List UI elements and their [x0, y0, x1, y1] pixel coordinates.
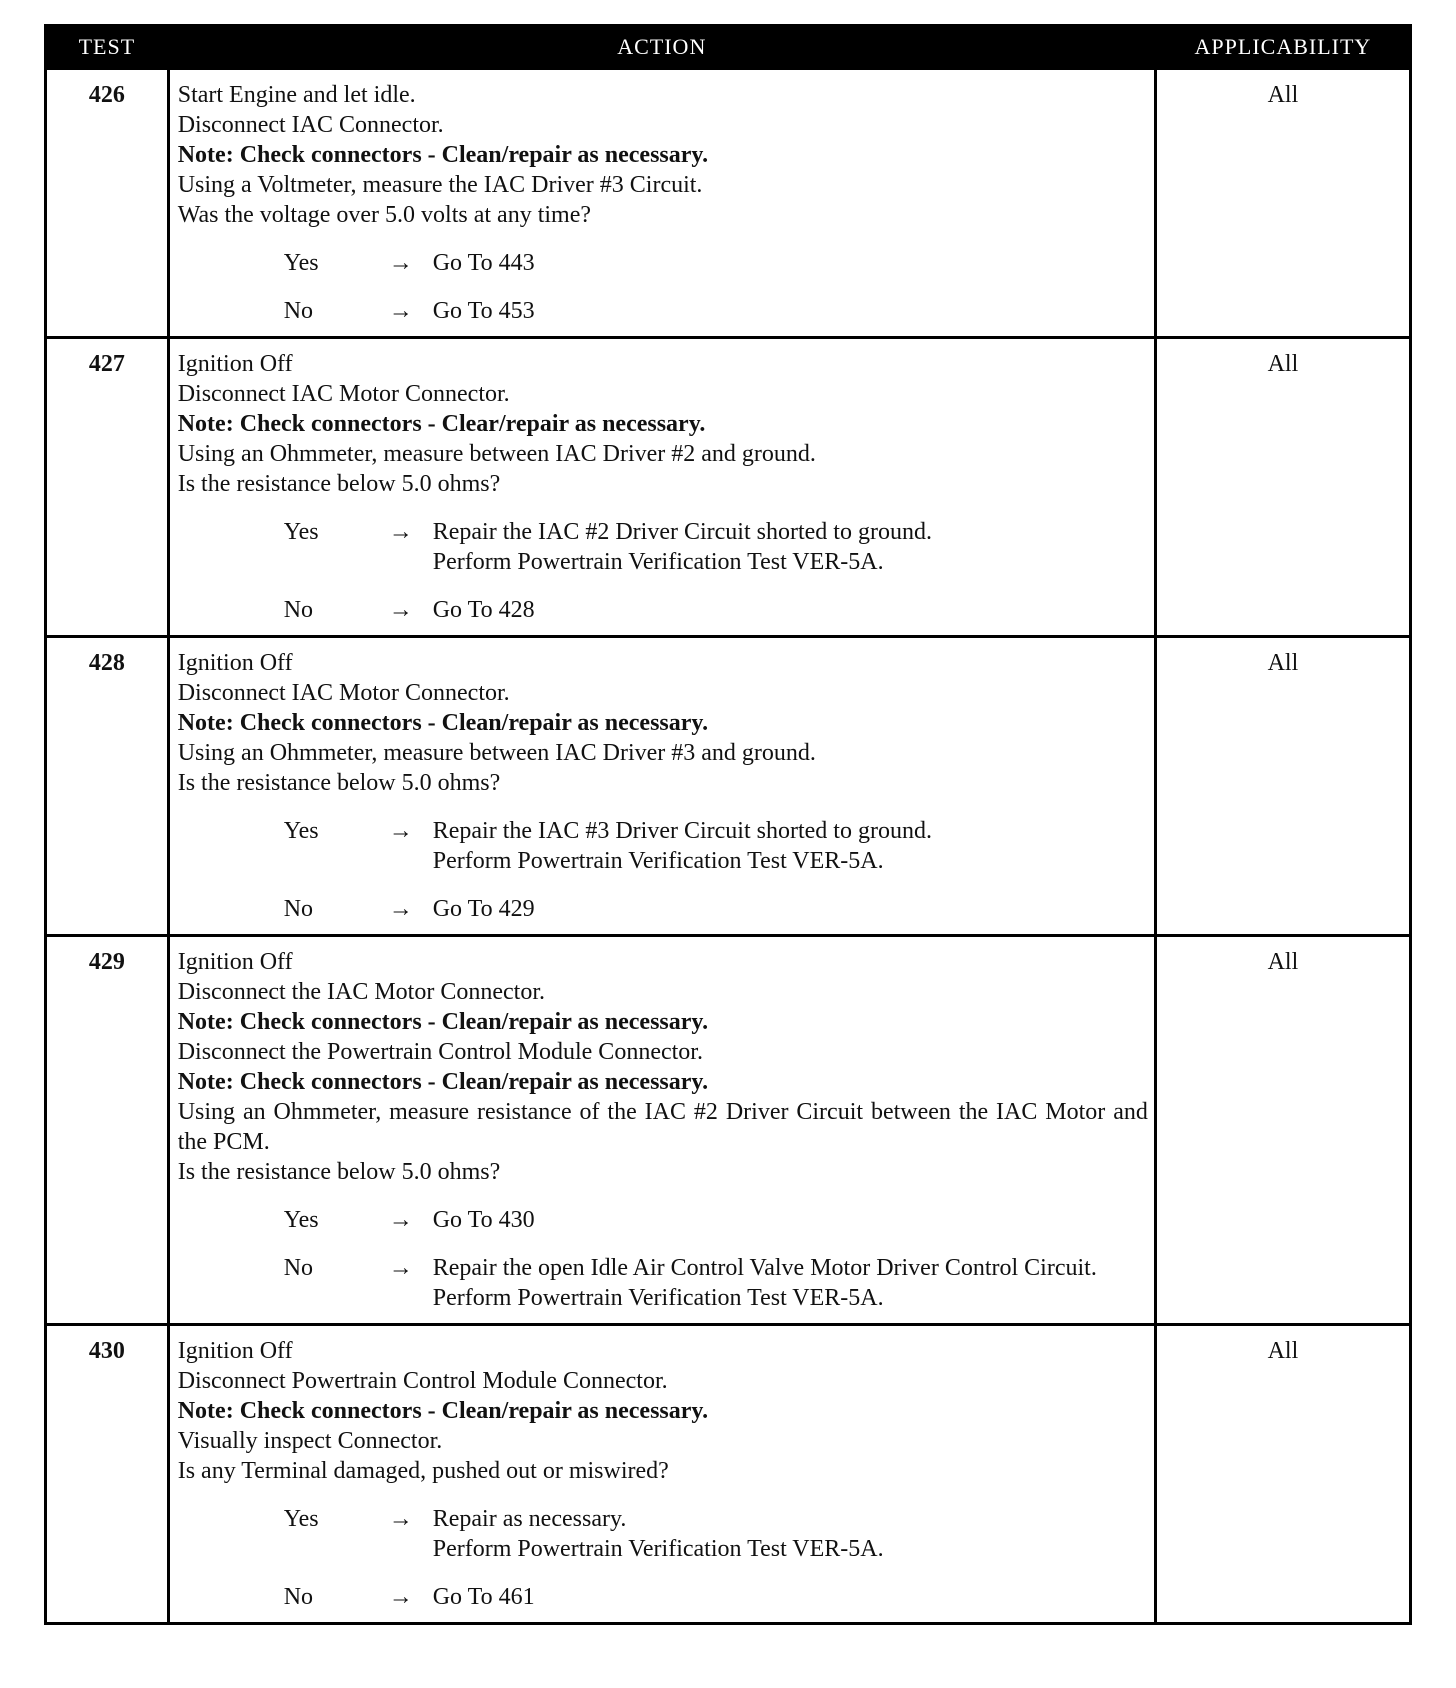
branch-result: [433, 1205, 1148, 1235]
action-line: Is the resistance below 5.0 ohms?: [177, 1159, 501, 1185]
header-test: TEST: [46, 26, 169, 69]
branch-answer: Yes: [283, 1207, 319, 1233]
result-line: Repair the IAC #3 Driver Circuit shorted to ground.: [432, 818, 932, 844]
header-action: ACTION: [168, 26, 1155, 69]
branch-yes: [178, 517, 1148, 577]
note-line: Note: Check connectors - Clean/repair as necessary.: [177, 1069, 709, 1095]
diagnostic-procedure-page: [44, 24, 1412, 1625]
branch-answer: No: [283, 298, 314, 324]
branch-yes: [178, 1205, 1148, 1235]
action-line: Ignition Off: [177, 650, 293, 676]
branch-answer: No: [283, 1584, 314, 1610]
table-row: [46, 936, 1411, 1325]
branch-result: [433, 296, 1148, 326]
test-number: 429: [46, 936, 169, 1325]
branch-no: [178, 1253, 1148, 1313]
action-line: Ignition Off: [177, 351, 293, 377]
branch-list: [178, 1205, 1148, 1313]
result-line: Perform Powertrain Verification Test VER-5A.: [432, 549, 884, 575]
note-line: Note: Check connectors - Clean/repair as necessary.: [177, 710, 709, 736]
branch-yes: [178, 816, 1148, 876]
arrow-right-icon: →: [388, 818, 413, 844]
branch-no: [178, 595, 1148, 625]
branch-result: [433, 248, 1148, 278]
action-cell: [168, 936, 1155, 1325]
action-cell: [168, 637, 1155, 936]
arrow-right-icon: →: [388, 1584, 413, 1610]
arrow-right-icon: →: [388, 1506, 413, 1532]
result-line: Repair the open Idle Air Control Valve Motor Driver Control Circuit.: [432, 1255, 1097, 1281]
table-row: [46, 637, 1411, 936]
action-line: Was the voltage over 5.0 volts at any time?: [177, 202, 592, 228]
action-line: Ignition Off: [177, 949, 293, 975]
table-row: [46, 69, 1411, 338]
branch-yes: [178, 248, 1148, 278]
action-line: Using an Ohmmeter, measure resistance of the IAC #2 Driver Circuit between the IAC Motor and the PCM.: [177, 1099, 1148, 1155]
result-line: Go To 453: [432, 298, 535, 324]
branch-yes: [178, 1504, 1148, 1564]
action-line: Ignition Off: [177, 1338, 293, 1364]
applicability-value: All: [1155, 1325, 1410, 1624]
action-line: Disconnect the Powertrain Control Module Connector.: [177, 1039, 703, 1065]
note-line: Note: Check connectors - Clear/repair as necessary.: [177, 411, 706, 437]
note-line: Note: Check connectors - Clean/repair as necessary.: [177, 1009, 709, 1035]
result-line: Repair the IAC #2 Driver Circuit shorted to ground.: [432, 519, 932, 545]
branch-result: [433, 1504, 1148, 1564]
table-row: [46, 338, 1411, 637]
action-line: Disconnect Powertrain Control Module Connector.: [177, 1368, 668, 1394]
arrow-right-icon: →: [388, 298, 413, 324]
applicability-value: All: [1155, 637, 1410, 936]
branch-list: [178, 1504, 1148, 1612]
branch-no: [178, 894, 1148, 924]
branch-no: [178, 1582, 1148, 1612]
result-line: Perform Powertrain Verification Test VER-5A.: [432, 1285, 884, 1311]
action-line: Using an Ohmmeter, measure between IAC Driver #2 and ground.: [177, 441, 816, 467]
test-number: 427: [46, 338, 169, 637]
branch-answer: Yes: [283, 1506, 319, 1532]
action-cell: [168, 338, 1155, 637]
branch-result: [433, 1253, 1148, 1313]
applicability-value: All: [1155, 936, 1410, 1325]
result-line: Repair as necessary.: [432, 1506, 627, 1532]
action-line: Using an Ohmmeter, measure between IAC Driver #3 and ground.: [177, 740, 816, 766]
table-body: [46, 69, 1411, 1624]
result-line: Go To 428: [432, 597, 535, 623]
applicability-value: All: [1155, 69, 1410, 338]
branch-result: [433, 894, 1148, 924]
table-header-row: [46, 26, 1411, 69]
result-line: Go To 430: [432, 1207, 535, 1233]
branch-result: [433, 595, 1148, 625]
action-cell: [168, 1325, 1155, 1624]
action-line: Using a Voltmeter, measure the IAC Driver #3 Circuit.: [177, 172, 703, 198]
result-line: Go To 461: [432, 1584, 535, 1610]
note-line: Note: Check connectors - Clean/repair as necessary.: [177, 1398, 709, 1424]
test-number: 428: [46, 637, 169, 936]
branch-result: [433, 816, 1148, 876]
branch-list: [178, 517, 1148, 625]
action-line: Visually inspect Connector.: [177, 1428, 443, 1454]
branch-answer: Yes: [283, 818, 319, 844]
table-row: [46, 1325, 1411, 1624]
note-line: Note: Check connectors - Clean/repair as necessary.: [177, 142, 709, 168]
branch-answer: Yes: [283, 519, 319, 545]
action-line: Disconnect IAC Motor Connector.: [177, 680, 510, 706]
action-line: Is the resistance below 5.0 ohms?: [177, 471, 501, 497]
arrow-right-icon: →: [388, 1255, 413, 1281]
branch-list: [178, 816, 1148, 924]
action-line: Disconnect IAC Motor Connector.: [177, 381, 510, 407]
result-line: Go To 443: [432, 250, 535, 276]
action-line: Start Engine and let idle.: [177, 82, 416, 108]
branch-result: [433, 1582, 1148, 1612]
test-number: 430: [46, 1325, 169, 1624]
branch-answer: No: [283, 896, 314, 922]
action-cell: [168, 69, 1155, 338]
action-line: Disconnect IAC Connector.: [177, 112, 444, 138]
result-line: Go To 429: [432, 896, 535, 922]
branch-answer: Yes: [283, 250, 319, 276]
branch-no: [178, 296, 1148, 326]
arrow-right-icon: →: [388, 1207, 413, 1233]
action-line: Is the resistance below 5.0 ohms?: [177, 770, 501, 796]
arrow-right-icon: →: [388, 896, 413, 922]
branch-list: [178, 248, 1148, 326]
header-applicability: APPLICABILITY: [1155, 26, 1410, 69]
result-line: Perform Powertrain Verification Test VER-5A.: [432, 1536, 884, 1562]
branch-answer: No: [283, 1255, 314, 1281]
applicability-value: All: [1155, 338, 1410, 637]
arrow-right-icon: →: [388, 250, 413, 276]
test-number: 426: [46, 69, 169, 338]
branch-result: [433, 517, 1148, 577]
action-line: Disconnect the IAC Motor Connector.: [177, 979, 545, 1005]
diagnostic-test-table: [44, 24, 1412, 1625]
action-line: Is any Terminal damaged, pushed out or miswired?: [177, 1458, 669, 1484]
arrow-right-icon: →: [388, 519, 413, 545]
branch-answer: No: [283, 597, 314, 623]
result-line: Perform Powertrain Verification Test VER-5A.: [432, 848, 884, 874]
arrow-right-icon: →: [388, 597, 413, 623]
